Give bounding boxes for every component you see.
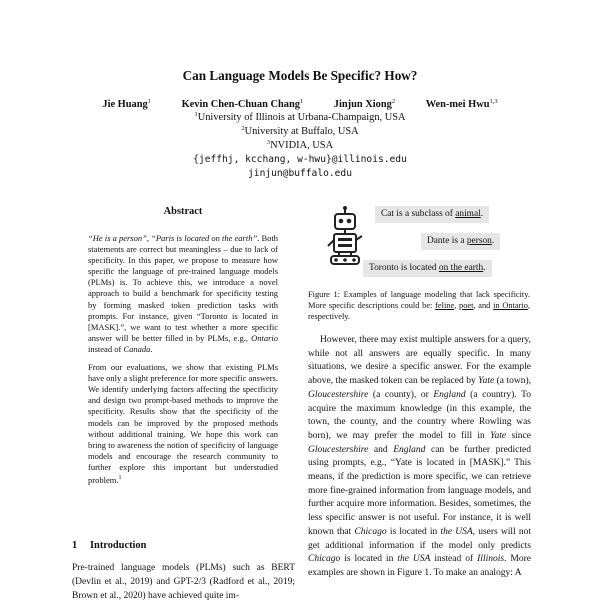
section-heading: 1 Introduction [72, 540, 147, 551]
paper-title: Can Language Models Be Specific? How? [182, 68, 418, 83]
email-line: jinjun@buffalo.edu [248, 168, 352, 179]
author: Jie Huang$^1$ [102, 98, 151, 110]
email-line: {jeffhj, kcchang, w-hwu}@illinois.edu [193, 154, 407, 165]
speech-bubble: Dante is a person. [421, 233, 500, 250]
robot-icon [325, 206, 365, 268]
abstract-body [88, 233, 278, 493]
abstract-heading: Abstract [163, 206, 203, 217]
author: Wen-mei Hwu$^{1,3}$ [425, 98, 498, 110]
affiliation: $^3$NVIDIA, USA [266, 139, 334, 151]
author: Jinjun Xiong$^2$ [333, 98, 396, 110]
author-list [0, 98, 600, 110]
intro-body: Pre-trained language models (PLMs) such as BERT (Devlin et al., 2019) and GPT-2/3 (Radford et al., 2019; Brown et al., 2020) have achieved quite im- [72, 563, 295, 601]
abstract-paragraph: From our evaluations, we show that existing PLMs have only a slight preference for more specific answers. We identify underlying factors affecting the specificity and design two prompt-based methods to improve the specificity. Results show that the specificity of the models can be improved by the proposed methods without additional training. We hope this work can bring to awareness the notion of specificity of language models and encourage the research community to further explore this important but understudied problem.$^1$ [88, 362, 278, 485]
figure-caption: Figure 1: Examples of language modeling that lack specificity. More specific descriptions could be: feline, poet, and in Ontario, respectively. [308, 290, 531, 322]
affiliation: $^2$University at Buffalo, USA [241, 125, 359, 137]
affiliation: $^1$University of Illinois at Urbana-Champaign, USA [194, 111, 406, 123]
author: Kevin Chen-Chuan Chang$^1$ [181, 98, 304, 110]
body-text-right: However, there may exist multiple answers for a query, while not all answers are equally specific. In many situations, we desire a specific answer. For the example above, the masked token can be replaced by Yate (a town), Gloucestershire (a county), or England (a country). To acquire the maximum knowledge (in this example, the town, the county, and the country where Rowling was born), we may prefer the model to fill in Yate since Gloucestershire and England can be further predicted using prompts, e.g., “Yate is located in [MASK].” This means, if the prediction is more specific, we can retrieve more fine-grained information from language models, and further acquire more information. Besides, sometimes, the less specific answer is not useful. For instance, it is well known that Chicago is located in the USA, users will not get additional information if the model only predicts Chicago is located in the USA instead of Illinois. More examples are shown in Figure 1. To make an analogy: A [308, 335, 532, 578]
abstract-paragraph: “He is a person”, “Paris is located on the earth”. Both statements are correct but meaningless – due to lack of specificity. In this paper, we propose to measure how specific the language of pre-trained language models (PLMs) is. To achieve this, we introduce a novel approach to build a benchmark for specificity testing by forming masked token prediction tasks with prompts. For instance, given “Toronto is located in [MASK].”, we want to test whether a more specific answer will be better filled in by PLMs, e.g., Ontario instead of Canada. [88, 233, 278, 354]
speech-bubble: Toronto is located on the earth. [363, 260, 492, 277]
speech-bubble: Cat is a subclass of animal. [375, 206, 489, 223]
figure-1 [305, 200, 535, 280]
